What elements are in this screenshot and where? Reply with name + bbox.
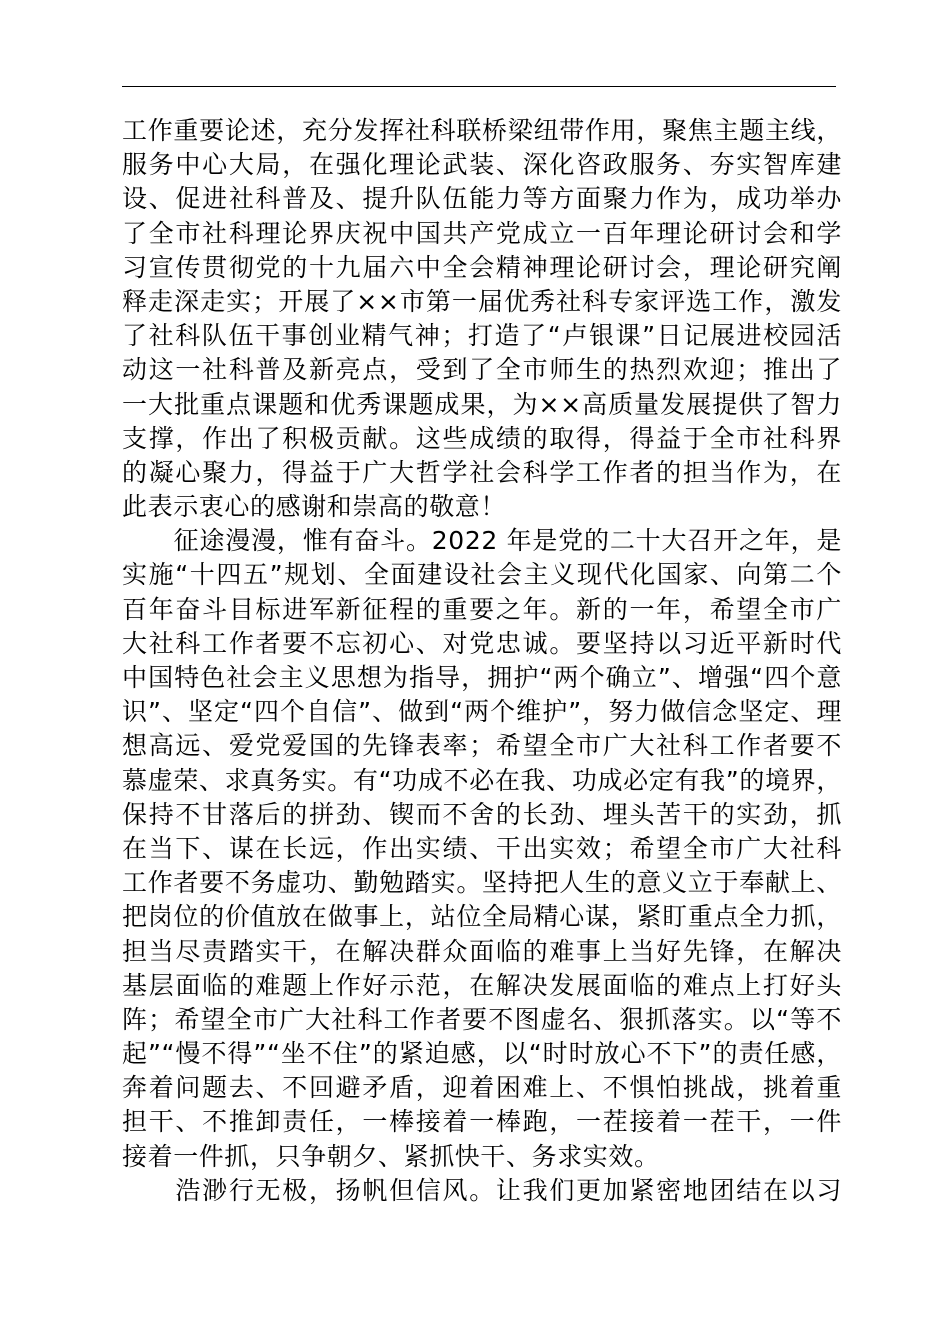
text-line: 释走深走实；开展了××市第一届优秀社科专家评选工作，激发 <box>122 286 842 316</box>
paragraph-start-line: 浩渺行无极，扬帆但信风。让我们更加紧密地团结在以习 <box>122 1175 842 1205</box>
text-line: 大社科工作者要不忘初心、对党忠诚。要坚持以习近平新时代 <box>122 628 842 658</box>
text-line: 起”“慢不得”“坐不住”的紧迫感，以“时时放心不下”的责任感， <box>122 1039 842 1069</box>
text-line: 保持不甘落后的拼劲、锲而不舍的长劲、埋头苦干的实劲，抓 <box>122 799 842 829</box>
header-rule <box>122 86 836 87</box>
text-line: 识”、坚定“四个自信”、做到“两个维护”，努力做信念坚定、理 <box>122 697 842 727</box>
text-line: 想高远、爱党爱国的先锋表率；希望全市广大社科工作者要不 <box>122 731 842 761</box>
text-line: 设、促进社科普及、提升队伍能力等方面聚力作为，成功举办 <box>122 184 842 214</box>
text-line: 基层面临的难题上作好示范，在解决发展面临的难点上打好头 <box>122 970 842 1000</box>
text-line: 担干、不推卸责任，一棒接着一棒跑，一茬接着一茬干，一件 <box>122 1107 842 1137</box>
text-line: 支撑，作出了积极贡献。这些成绩的取得，得益于全市社科界 <box>122 423 842 453</box>
text-line: 工作者要不务虚功、勤勉踏实。坚持把人生的意义立于奉献上、 <box>122 868 842 898</box>
text-line: 实施“十四五”规划、全面建设社会主义现代化国家、向第二个 <box>122 560 842 590</box>
text-line: 一大批重点课题和优秀课题成果，为××高质量发展提供了智力 <box>122 389 842 419</box>
paragraph-end-line: 接着一件抓，只争朝夕、紧抓快干、务求实效。 <box>122 1141 660 1171</box>
text-line: 奔着问题去、不回避矛盾，迎着困难上、不惧怕挑战，挑着重 <box>122 1073 842 1103</box>
text-line: 百年奋斗目标进军新征程的重要之年。新的一年，希望全市广 <box>122 594 842 624</box>
text-line: 中国特色社会主义思想为指导，拥护“两个确立”、增强“四个意 <box>122 663 842 692</box>
text-line: 了全市社科理论界庆祝中国共产党成立一百年理论研讨会和学 <box>122 218 842 248</box>
text-line: 担当尽责踏实干，在解决群众面临的难事上当好先锋，在解决 <box>122 936 842 966</box>
paragraph-end-line: 此表示衷心的感谢和崇高的敬意！ <box>122 492 507 522</box>
text-line: 把岗位的价值放在做事上，站位全局精心谋，紧盯重点全力抓， <box>122 902 842 932</box>
text-line: 阵；希望全市广大社科工作者要不图虚名、狠抓落实。以“等不 <box>122 1004 842 1034</box>
text-line: 慕虚荣、求真务实。有“功成不必在我、功成必定有我”的境界， <box>122 765 842 795</box>
text-line: 习宣传贯彻党的十九届六中全会精神理论研讨会，理论研究阐 <box>122 252 842 282</box>
text-line: 动这一社科普及新亮点，受到了全市师生的热烈欢迎；推出了 <box>122 355 842 385</box>
paragraph-start-line: 征途漫漫，惟有奋斗。2022 年是党的二十大召开之年，是 <box>122 526 842 556</box>
body-text <box>122 114 842 1208</box>
text-line: 的凝心聚力，得益于广大哲学社会科学工作者的担当作为，在 <box>122 457 842 487</box>
text-line: 工作重要论述，充分发挥社科联桥梁纽带作用，聚焦主题主线， <box>122 116 842 145</box>
text-line: 服务中心大局，在强化理论武装、深化咨政服务、夯实智库建 <box>122 150 842 180</box>
text-line: 了社科队伍干事创业精气神；打造了“卢银课”日记展进校园活 <box>122 321 842 351</box>
text-line: 在当下、谋在长远，作出实绩、干出实效；希望全市广大社科 <box>122 833 842 863</box>
